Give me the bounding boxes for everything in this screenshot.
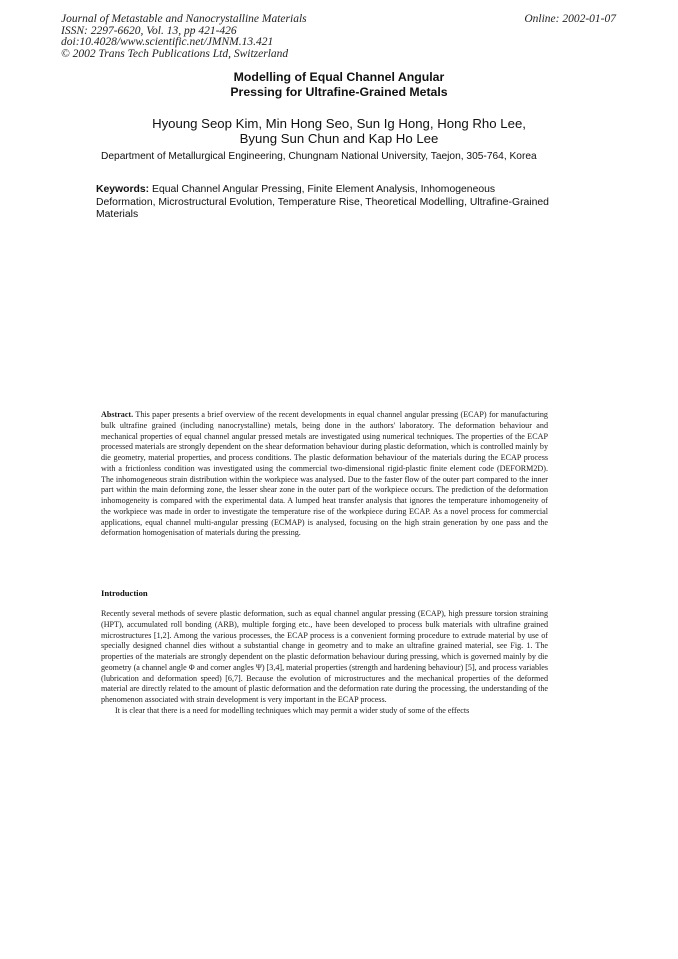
introduction-body [101, 609, 548, 717]
abstract-label: Abstract. [101, 410, 134, 419]
keywords-label: Keywords: [96, 184, 150, 195]
paper-title-line-2: Pressing for Ultrafine-Grained Metals [230, 84, 448, 99]
introduction-paragraph-1: Recently several methods of severe plastic deformation, such as equal channel angular pressing (ECAP), high pressure torsion straining (HPT), accumulated roll bonding (ARB), multiple forging etc., have been developed to process bulk materials with ultrafine grained microstructures [1,2]. Among the various processes, the ECAP process is a convenient forming procedure to extrude material by use of specially designed channel dies without a substantial change in geometry and to make an ultrafine grained material, see Fig. 1. The properties of the materials are strongly dependent on the plastic deformation behaviour during pressing, which is governed mainly by die geometry (a channel angle Φ and corner angles Ψ) [3,4], material properties (strength and hardening behaviour) [5], and process variables (lubrication and deformation speed) [6,7]. Because the evolution of microstructures and the mechanical properties of the deformed material are directly related to the amount of plastic deformation and the deformation rate during the processing, the understanding of the phenomenon associated with strain development is very important in the ECAP process. [101, 609, 548, 704]
abstract-text: This paper presents a brief overview of the recent developments in equal channel angular pressing (ECAP) for manufacturing bulk ultrafine grained (including nanocrystalline) metals, being done in the authors' laboratory. The deformation behaviour and mechanical properties of equal channel angular pressed metals are investigated using numerical techniques. The properties of the ECAP processed materials are strongly dependent on the shear deformation behaviour during plastic deformation, which is controlled mainly by die geometry, material properties, and process conditions. The plastic deformation behaviour of the materials during the ECAP process with a frictionless condition was investigated using the commercial two-dimensional rigid-plastic finite element code (DEFORM2D). The inhomogeneous strain distribution within the workpiece was analysed. Due to the faster flow of the outer part compared to the inner part within the main deforming zone, the lesser shear zone in the outer part of the workpiece occurs. The prediction of the deformation inhomogeneity is compared with the experimental data. A lumped heat transfer analysis that ignores the temperature inhomogeneity of the workpiece was made in order to investigate the temperature rise of the workpiece during ECAP. As a novel process for commercial applications, equal channel multi-angular pressing (ECMAP) is analysed, focusing on the high strain generation by one pass and the deformation homogenisation of materials during the pressing. [101, 410, 548, 538]
abstract-block [101, 410, 548, 539]
online-date: Online: 2002-01-07 [524, 13, 616, 25]
affiliation: Department of Metallurgical Engineering, Chungnam National University, Taejon, 305-764, Korea [101, 151, 537, 162]
paper-title-line-1: Modelling of Equal Channel Angular [233, 70, 445, 84]
journal-copyright: © 2002 Trans Tech Publications Ltd, Switzerland [61, 47, 289, 60]
author-list [0, 116, 678, 146]
paper-title [0, 70, 678, 99]
introduction-heading: Introduction [101, 588, 148, 598]
journal-name: Journal of Metastable and Nanocrystalline Materials [61, 13, 307, 25]
introduction-paragraph-2: It is clear that there is a need for modelling techniques which may permit a wider study of some of the effects [115, 705, 470, 715]
journal-doi[interactable]: doi:10.4028/www.scientific.net/JMNM.13.421 [61, 36, 274, 48]
author-line-1: Hyoung Seop Kim, Min Hong Seo, Sun Ig Hong, Hong Rho Lee, [152, 116, 526, 131]
keywords-block [96, 184, 556, 222]
keywords-text: Equal Channel Angular Pressing, Finite Element Analysis, Inhomogeneous Deformation, Microstructural Evolution, Temperature Rise, Theoretical Modelling, Ultrafine-Grained Materials [96, 184, 549, 220]
journal-issn: ISSN: 2297-6620, Vol. 13, pp 421-426 [61, 24, 237, 37]
journal-citation [61, 14, 307, 60]
author-line-2: Byung Sun Chun and Kap Ho Lee [239, 131, 439, 146]
